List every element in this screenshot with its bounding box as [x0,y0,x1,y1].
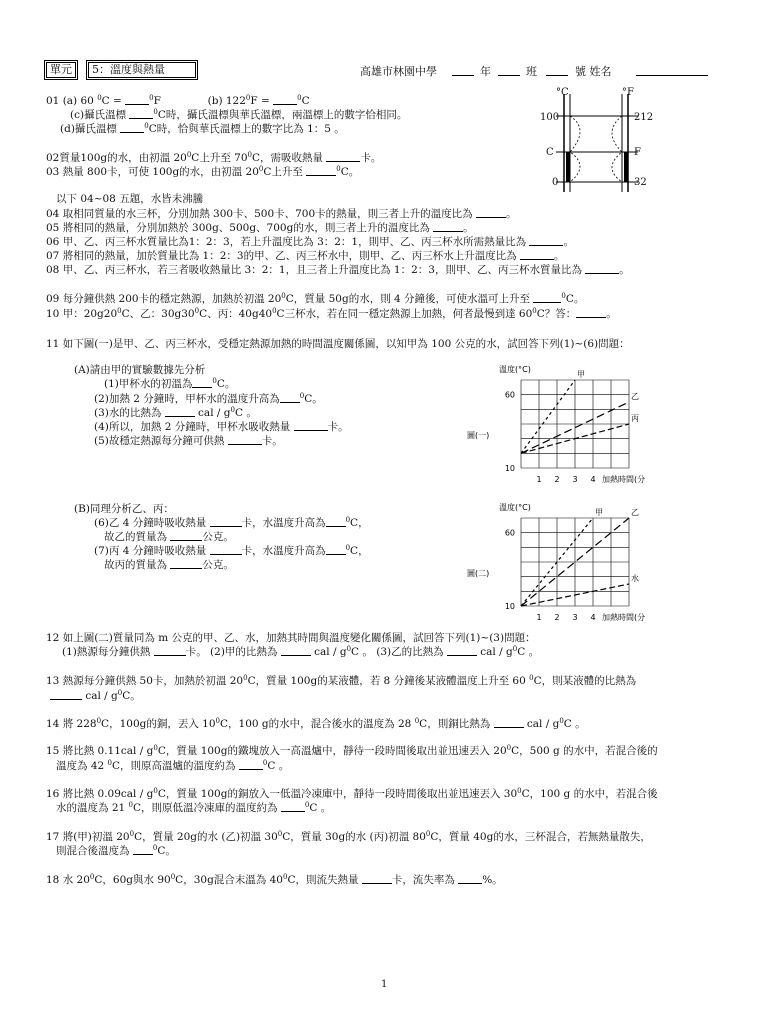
series-label: 甲 [577,370,585,379]
question-03: 03 熱量 800卡，可使 100g的水，由初溫 $20^0C$上升至 $^0$C。 [46,165,360,178]
answer-blank[interactable] [281,646,311,656]
x-axis-label: 加熱時間(分 [602,613,646,622]
school-name: 高雄市林園中學 [360,65,437,78]
y-tick-label: 60 [504,528,515,538]
x-tick-label: 2 [554,613,560,622]
answer-blank[interactable] [133,845,153,855]
page-number: 1 [381,979,388,990]
answer-blank[interactable] [326,152,360,162]
answer-blank[interactable] [476,208,506,218]
chart-figure-2 [465,498,665,628]
chart-figure-1 [465,360,665,490]
answer-blank[interactable] [50,690,82,700]
question-15-cont: 溫度為 42 $^0$C，則原高溫爐的溫度約為 $^0$C 。 [56,759,290,772]
x-tick-label: 1 [536,475,542,484]
answer-blank[interactable] [192,378,212,388]
question-06: 06 甲、乙、丙三杯水質量比為1：2：3，若上升溫度比為 3：2：1，則甲、乙、丙三杯水所需熱量比為 。 [46,236,574,248]
thermo-f-unit: °F [622,87,634,98]
answer-blank[interactable] [458,874,482,884]
answer-blank[interactable] [154,646,186,656]
thermo-f212: 212 [634,112,654,123]
x-tick-label: 3 [572,475,578,484]
question-17-cont: 則混合後溫度為 $^0$C。 [56,844,176,857]
answer-blank[interactable] [494,718,524,728]
y-tick-label: 10 [504,602,515,611]
question-18: 18 水 $20^0C$，60g與水 $90^0C$，30g混合末溫為 $40^0C$，則流失熱量 卡，流失率為 %。 [46,873,503,886]
answer-blank[interactable] [433,222,463,232]
question-04: 04 取相同質量的水三杯，分別加熱 300卡、500卡、700卡的熱量，則三者上升的溫度比為 。 [46,208,517,220]
q11-item-2: (2)加熱 2 分鐘時，甲杯水的溫度升高為 $^0$C。 [94,392,323,405]
series-label: 甲 [595,508,603,517]
question-13: 13 熱源每分鐘供熱 50卡，加熱於初溫 $20^0C$，質量 100g的某液體，若 8 分鐘後某液體溫度上升至 60 $^0$C，則某液體的比熱為 [46,674,637,687]
answer-blank[interactable] [129,109,153,119]
question-14: 14 將 $228^0C$，100g的銅，丟入 $10^0C$，100 g的水中，混合後水的溫度為 28 $^0$C，則銅比熱為 cal / $g^0C$ 。 [46,717,586,730]
y-axis-label: 溫度(°C) [499,503,531,512]
question-05: 05 將相同的熱量，分別加熱於 300g、500g、700g的水，則三者上升的溫度比為 。 [46,222,474,234]
x-tick-label: 2 [554,475,560,484]
x-tick-label: 4 [590,475,596,484]
q11-item-7-mass: 故丙的質量為 公克。 [104,559,234,571]
question-07: 07 將相同的熱量，加於質量比為 1：2：3的甲、乙、丙三杯水中，則甲、乙、丙三杯水上升溫度比為 。 [46,250,565,262]
question-01c: (c)攝氏溫標 $^0$C時，攝氏溫標與華氏溫標，兩溫標上的數字恰相同。 [70,108,408,121]
answer-blank[interactable] [165,407,195,417]
seat-blank[interactable] [546,66,568,76]
series-label: 乙 [631,508,639,517]
q11-item-4: (4)所以，加熱 2 分鐘時，甲杯水吸收熱量 卡。 [94,421,349,433]
thermo-f32: 32 [634,177,647,188]
answer-blank[interactable] [585,264,619,274]
x-tick-label: 4 [590,613,596,622]
q11-item-1: (1)甲杯水的初溫為 $^0$C。 [104,377,236,390]
answer-blank[interactable] [326,545,346,555]
question-13-cont: cal / $g^0C$。 [50,690,141,703]
unit-title: 5：溫度與熱量 [88,62,196,78]
grade-blank[interactable] [452,66,474,76]
x-tick-label: 3 [572,613,578,622]
question-01: 01 (a) 60 $^0$C = $^0$F (b) $122^0F = ^0C$ [46,94,310,107]
answer-blank[interactable] [529,236,563,246]
thermo-f: F [634,147,641,158]
answer-blank[interactable] [281,802,305,812]
answer-blank[interactable] [326,517,346,527]
answer-blank[interactable] [280,393,300,403]
seat-name-label: 號 姓名 [575,65,612,78]
answer-blank[interactable] [533,293,561,303]
name-blank[interactable] [636,66,708,76]
question-15: 15 將比熱 $0.11cal / g^0C$，質量 100g的鐵塊放入一高溫爐中，靜待一段時間後取出並迅速丟入 $20^0C$，500 g 的水中，若混合後的 [46,744,658,757]
question-10: 10 甲：$20g20^0C$、乙：$30g30^0C$、丙：$40g40^0C$三杯水，若在同一穩定熱源上加熱，何者最慢到達 $60^0C$？答： 。 [46,307,617,320]
answer-blank[interactable] [520,250,554,260]
answer-blank[interactable] [576,308,606,318]
question-09: 09 每分鐘供熱 200卡的穩定熱源，加熱於初溫 $20^0C$，質量 50g的水，則 4 分鐘後，可使水溫可上升至 $^0$C。 [46,292,585,305]
q11-part-b: (B)同理分析乙、丙： [74,503,174,515]
series-label: 水 [631,574,639,583]
answer-blank[interactable] [362,874,392,884]
q11-item-5: (5)故穩定熱源每分鐘可供熱 卡。 [94,435,283,447]
q11-item-6: (6)乙 4 分鐘時吸收熱量 卡，水溫度升高為 $^0$C， [94,516,369,529]
answer-blank[interactable] [239,760,263,770]
answer-blank[interactable] [210,517,242,527]
question-11: 11 如下圖(一)是甲、乙、丙三杯水，受穩定熱源加熱的時間溫度關係圖，以知甲為 100 公克的水，試回答下列(1)~(6)問題： [46,338,630,350]
answer-blank[interactable] [210,545,242,555]
q11-part-a: (A)請由甲的實驗數據先分析 [74,364,206,376]
answer-blank[interactable] [273,95,297,105]
question-08: 08 甲、乙、丙三杯水，若三者吸收熱量比 3：2：1，且三者上升溫度比為 1：2：3，則甲、乙、丙三杯水質量比為 。 [46,264,630,276]
question-16: 16 將比熱 $0.09cal / g^0C$，質量 100g的銅放入一低溫冷凍庫中，靜待一段時間後取出並迅速丟入 $30^0C$，100 g 的水中，若混合後 [46,787,658,800]
thermo-c100: 100 [540,112,560,123]
answer-blank[interactable] [120,123,144,133]
answer-blank[interactable] [170,531,202,541]
thermo-c0: 0 [552,177,559,188]
answer-blank[interactable] [228,435,262,445]
answer-blank[interactable] [306,166,336,176]
figure-label: 圖(二) [467,569,490,578]
answer-blank[interactable] [125,95,149,105]
x-axis-label: 加熱時間(分 [602,475,646,484]
x-tick-label: 1 [536,613,542,622]
question-02: 02質量100g的水，由初溫 $20^0C$上升至 $70^0C$，需吸收熱量 卡。 [46,151,382,164]
y-tick-label: 60 [504,390,515,400]
question-01d: (d)攝氏溫標 $^0$C時，恰與華氏溫標上的數字比為 1：5 。 [60,122,345,135]
class-label: 班 [526,65,537,78]
question-16-cont: 水的溫度為 21 $^0$C，則原低溫冷凍庫的溫度約為 $^0$C 。 [56,801,332,814]
thermo-c: C [546,147,554,158]
series-line [521,380,575,453]
q11-item-3: (3)水的比熱為 cal / $g^0C$ 。 [94,406,257,419]
figure-label: 圖(一) [467,431,490,440]
unit-label: 單元 [46,62,76,78]
q11-item-7: (7)丙 4 分鐘時吸收熱量 卡，水溫度升高為 $^0$C， [94,544,369,557]
question-17: 17 將(甲)初溫 $20^0C$，質量 20g的水 (乙)初溫 $30^0C$，質量 30g的水 (丙)初溫 $80^0C$，質量 40g的水，三杯混合，若無熱量散失， [46,830,651,843]
q11-item-6-mass: 故乙的質量為 公克。 [104,531,234,543]
answer-blank[interactable] [447,646,477,656]
answer-blank[interactable] [294,421,328,431]
series-label: 丙 [631,414,639,423]
grade-label: 年 [480,65,491,78]
section-note: 以下 04~08 五題，水皆未沸騰 [56,193,204,205]
series-label: 乙 [631,392,639,401]
q12-items: (1)熱源每分鐘供熱 卡。 (2)甲的比熱為 cal / $g^0C$ 。 (3)乙的比熱為 cal / $g^0C$ 。 [62,645,540,658]
y-tick-label: 10 [504,464,515,473]
class-blank[interactable] [498,66,520,76]
answer-blank[interactable] [170,559,202,569]
question-12: 12 如上圖(二)質量同為 m 公克的甲、乙、水，加熱其時間與溫度變化關係圖，試回答下列(1)~(3)問題： [46,632,536,644]
y-axis-label: 溫度(°C) [499,365,531,374]
thermo-c-unit: °C [556,87,569,98]
